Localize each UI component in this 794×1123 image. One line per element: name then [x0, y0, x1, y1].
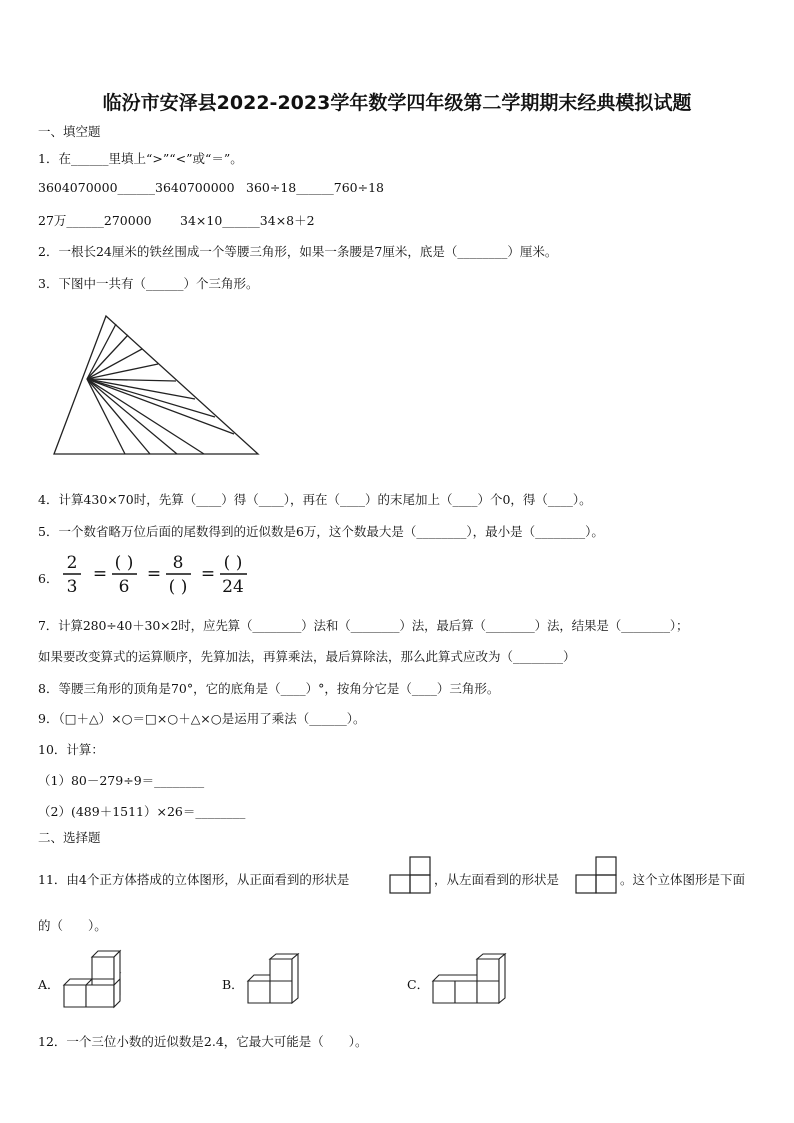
fraction-1-denominator: 3: [66, 577, 78, 597]
equals-sign: =: [200, 564, 216, 584]
page-title: 临汾市安泽县2022-2023学年数学四年级第二学期期末经典模拟试题: [102, 92, 692, 114]
fraction-2-numerator: ( ): [114, 553, 134, 573]
section-heading-multiple-choice: 二、选择题: [38, 830, 101, 845]
fraction-3-denominator: ( ): [168, 577, 188, 597]
triangle-figure: [50, 312, 262, 456]
question-10-label: 10．计算：: [38, 742, 104, 757]
outer-triangle: [54, 316, 258, 454]
question-3: 3．下图中一共有（______）个三角形。: [38, 276, 259, 291]
triangle-ray: [87, 335, 128, 379]
question-1-row1a: 3604070000______3640700000: [38, 180, 235, 195]
fraction-equation: [60, 549, 260, 597]
question-1-prompt: 1．在______里填上“>”“<”或“＝”。: [38, 151, 243, 166]
fraction-2-denominator: 6: [118, 577, 130, 597]
equals-sign: =: [92, 564, 108, 584]
triangle-ray: [87, 364, 158, 379]
fraction-4-numerator: ( ): [223, 553, 243, 573]
option-a-label: A．: [38, 977, 60, 992]
question-11-line2: 的（ ）。: [38, 918, 107, 933]
section-heading-fill-in: 一、填空题: [38, 124, 101, 139]
question-11-part1: 11．由4个正方体搭成的立体图形，从正面看到的形状是: [38, 872, 350, 887]
triangle-ray: [87, 379, 177, 454]
option-b-label: B．: [222, 977, 244, 992]
question-1-row1b: 360÷18______760÷18: [246, 180, 384, 195]
question-8: 8．等腰三角形的顶角是70°，它的底角是（____）°，按角分它是（____）三角形。: [38, 681, 500, 696]
left-view-shape: [575, 855, 619, 895]
question-11-part3: 。这个立体图形是下面: [620, 872, 746, 887]
fraction-1-numerator: 2: [66, 553, 78, 573]
question-1-row2b: 34×10______34×8＋2: [180, 213, 315, 228]
fraction-3-numerator: 8: [172, 553, 184, 573]
question-7-line2: 如果要改变算式的运算顺序，先算加法，再算乘法，最后算除法，那么此算式应改为（________）: [38, 649, 576, 664]
question-4: 4．计算430×70时，先算（____）得（____），再在（____）的末尾加上（____）个0，得（____）。: [38, 492, 592, 507]
question-5: 5．一个数省略万位后面的尾数得到的近似数是6万，这个数最大是（________），最小是（________）。: [38, 524, 604, 539]
question-7-line1: 7．计算280÷40＋30×2时，应先算（________）法和（________）法，最后算（________）法，结果是（________）；: [38, 618, 689, 633]
question-2: 2．一根长24厘米的铁丝围成一个等腰三角形，如果一条腰是7厘米，底是（________）厘米。: [38, 244, 558, 259]
fraction-4-denominator: 24: [222, 577, 244, 597]
option-c-cubes: [431, 953, 507, 1007]
question-1-row2a: 27万______270000: [38, 213, 152, 228]
option-c-label: C．: [407, 977, 430, 992]
option-a-cubes: [62, 947, 124, 1009]
triangle-ray: [87, 379, 176, 381]
question-12: 12．一个三位小数的近似数是2.4，它最大可能是（ ）。: [38, 1034, 368, 1049]
question-9: 9．（□＋△）×○＝□×○＋△×○是运用了乘法（______）。: [38, 711, 366, 726]
question-10-part2: （2）(489＋1511）×26＝________: [38, 804, 246, 819]
question-10-part1: （1）80－279÷9＝________: [38, 773, 205, 788]
question-6-label: 6．: [38, 571, 59, 586]
question-11-part2: ，从左面看到的形状是: [434, 872, 560, 887]
equals-sign: =: [146, 564, 162, 584]
option-b-cubes: [246, 953, 304, 1007]
front-view-shape: [389, 855, 433, 895]
